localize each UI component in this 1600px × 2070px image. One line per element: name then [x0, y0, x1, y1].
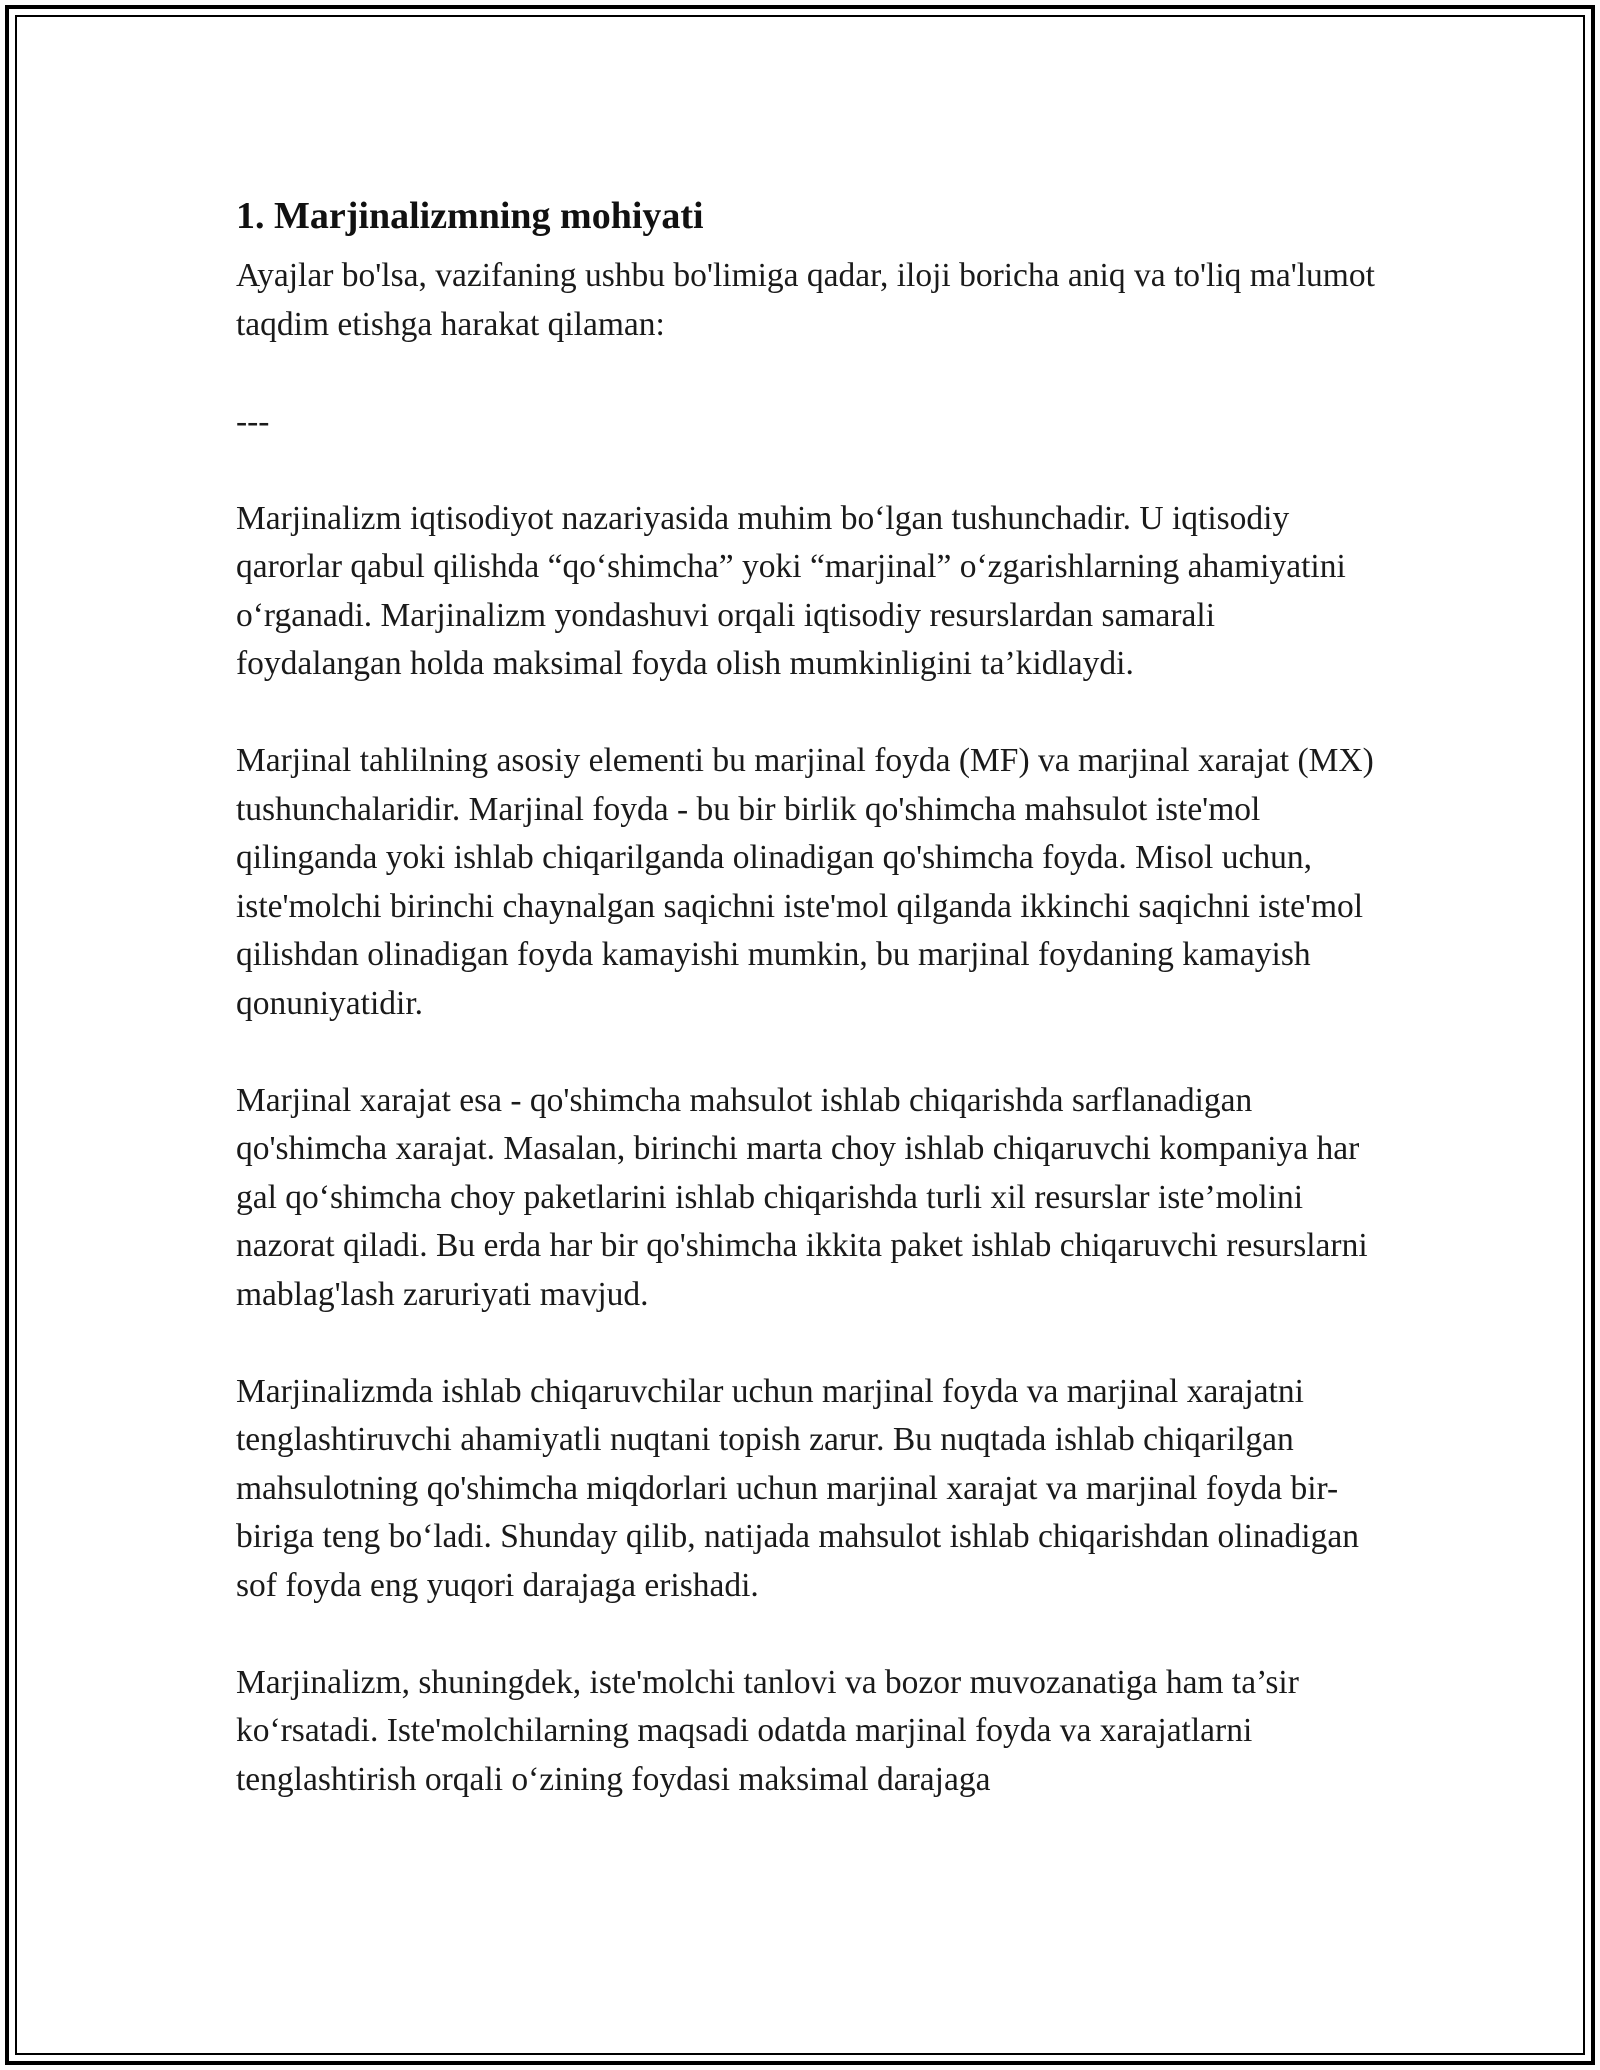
- intro-paragraph: Ayajlar bo'lsa, vazifaning ushbu bo'limiga qadar, iloji boricha aniq va to'liq ma'lumot taqdim etishga harakat qilaman:: [236, 257, 1375, 343]
- document-body: [236, 186, 1376, 1853]
- paragraph-1: Marjinalizm iqtisodiyot nazariyasida muhim bo‘lgan tushunchadir. U iqtisodiy qarorlar qabul qilishda “qo‘shimcha” yoki “marjinal” o‘zgarishlarning ahamiyatini o‘rganadi. Marjinalizm yondashuvi orqali iqtisodiy resurslardan samarali foydalangan holda maksimal foyda olish mumkinligini ta’kidlaydi.: [236, 499, 1346, 682]
- paragraph-5: Marjinalizm, shuningdek, iste'molchi tanlovi va bozor muvozanatiga ham ta’sir ko‘rsatadi. Iste'molchilarning maqsadi odatda marjinal foyda va xarajatlarni tenglashtirish orqali o‘zining foydasi maksimal darajaga: [236, 1663, 1299, 1798]
- page-title: 1. Marjinalizmning mohiyati: [236, 195, 704, 237]
- paragraph-3: Marjinal xarajat esa - qo'shimcha mahsulot ishlab chiqarishda sarflanadigan qo'shimcha xarajat. Masalan, birinchi marta choy ishlab chiqaruvchi kompaniya har gal qo‘shimcha choy paketlarini ishlab chiqarishda turli xil resurslar iste’molini nazorat qiladi. Bu erda har bir qo'shimcha ikkita paket ishlab chiqaruvchi resurslarni mablag'lash zaruriyati mavjud.: [236, 1081, 1368, 1313]
- paragraph-4: Marjinalizmda ishlab chiqaruvchilar uchun marjinal foyda va marjinal xarajatni tenglashtiruvchi ahamiyatli nuqtani topish zarur. Bu nuqtada ishlab chiqarilgan mahsulotning qo'shimcha miqdorlari uchun marjinal xarajat va marjinal foyda bir-biriga teng bo‘ladi. Shunday qilib, natijada mahsulot ishlab chiqarishdan olinadigan sof foyda eng yuqori darajaga erishadi.: [236, 1372, 1359, 1604]
- separator: ---: [236, 402, 270, 440]
- paragraph-2: Marjinal tahlilning asosiy elementi bu marjinal foyda (MF) va marjinal xarajat (MX) tushunchalaridir. Marjinal foyda - bu bir birlik qo'shimcha mahsulot iste'mol qilinganda yoki ishlab chiqarilganda olinadigan qo'shimcha foyda. Misol uchun, iste'molchi birinchi chaynalgan saqichni iste'mol qilganda ikkinchi saqichni iste'mol qilishdan olinadigan foyda kamayishi mumkin, bu marjinal foydaning kamayish qonuniyatidir.: [236, 742, 1374, 1022]
